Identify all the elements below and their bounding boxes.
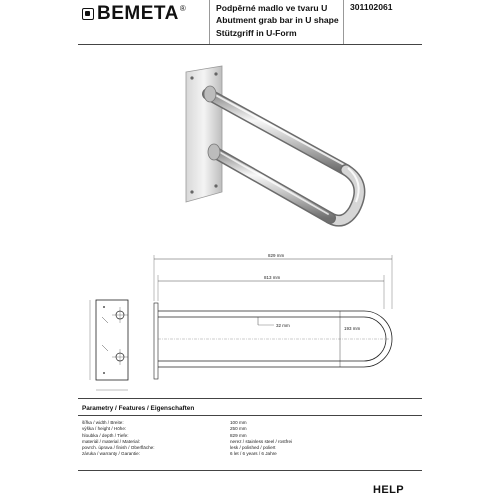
spec-label: materiál / material / Material: [82, 438, 140, 444]
brand-name: BEMETA [97, 3, 179, 24]
help-label: HELP [373, 484, 404, 496]
overall-length-label: 829 mm [268, 253, 285, 258]
datasheet-header [78, 0, 422, 44]
brand-logo [82, 2, 186, 26]
product-titles [216, 2, 339, 39]
spec-value: nerez / stainless steel / rostfrei [230, 438, 293, 444]
product-photo [118, 52, 408, 242]
spec-value: 829 mm [230, 432, 247, 438]
spec-label: záruka / warranty / Garantie: [82, 451, 140, 457]
header-divider [343, 0, 344, 44]
title-czech: Podpěrné madlo ve tvaru U [216, 3, 328, 13]
section-rule [78, 470, 422, 471]
header-rule [78, 44, 422, 45]
spec-row [82, 451, 322, 457]
spec-label: šířka / width / Breite: [82, 420, 124, 425]
spec-label: výška / height / Höhe: [82, 426, 127, 432]
features-title: Parametry / Features / Eigenschaften [82, 405, 195, 412]
brand-square-icon [82, 8, 94, 20]
section-rule [78, 398, 422, 399]
inner-length-label: 813 mm [264, 275, 281, 280]
top-view [154, 255, 392, 379]
spec-label: povrch. úprava / finish / Oberfläche: [82, 445, 155, 451]
registered-mark: ® [179, 3, 186, 13]
spec-value: 250 mm [230, 426, 247, 432]
spec-value: 6 let / 6 years / 6 Jahre [230, 451, 277, 457]
product-code: 301102061 [350, 2, 393, 12]
title-german: Stützgriff in U-Form [216, 27, 297, 38]
spec-value: 100 mm [230, 420, 247, 425]
spec-table [82, 420, 322, 458]
title-english: Abutment grab bar in U shape [216, 15, 339, 26]
side-view [90, 300, 128, 390]
header-divider [209, 0, 210, 44]
technical-drawing [78, 245, 422, 395]
product-datasheet [78, 0, 422, 500]
height-label: 193 mm [344, 326, 361, 331]
tube-diameter-label: 32 mm [276, 323, 290, 328]
spec-label: hloubka / depth / Tiefe: [82, 432, 129, 438]
spec-value: lesk / polished / poliert [230, 445, 276, 451]
section-rule [78, 415, 422, 416]
